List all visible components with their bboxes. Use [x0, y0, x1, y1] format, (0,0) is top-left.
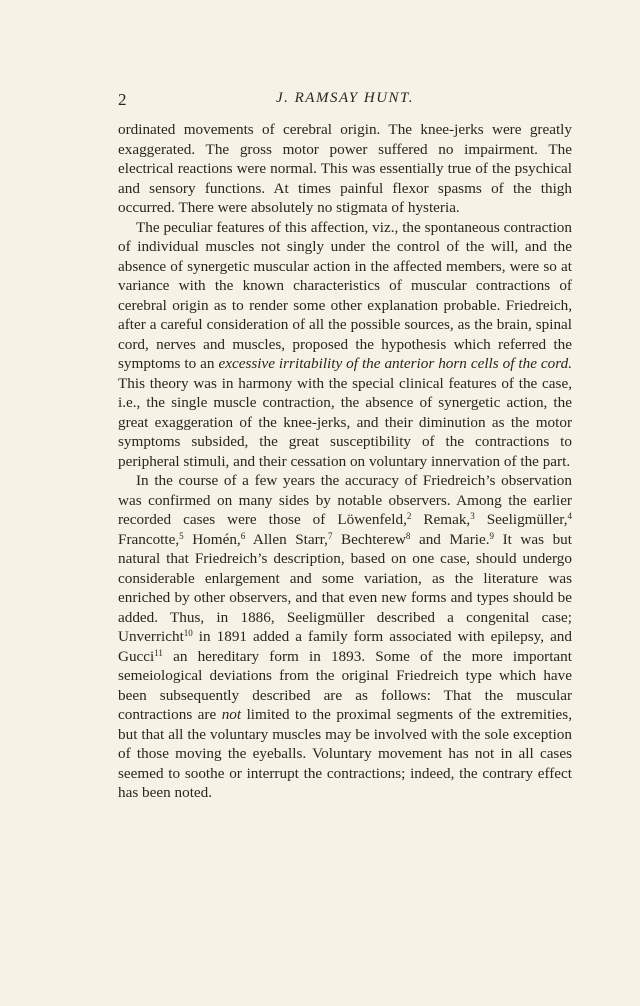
- paragraph-2-emphasis: excessive irritability of the anterior horn cells of the cord.: [218, 355, 572, 372]
- paragraph-2-text-a: The peculiar features of this affection, viz., the spontaneous contraction of individual muscles not singly under the control of the will, and the absence of synergetic muscular action in the affected members, were so at variance with the known characteristics of muscular contractions of cerebral origin as to render some other explanation probable. Friedreich, after a careful consideration of all the possible sources, as the brain, spinal cord, nerves and muscles, proposed the hypothesis which referred the symptoms to an: [118, 218, 572, 372]
- paragraph-3-text-e: Homén,: [183, 530, 241, 548]
- footnote-ref-4: 4: [567, 511, 572, 521]
- paragraph-3-text-k: an hereditary form in 1893. Some of the more important semeiological deviations from the original Friedreich type which have been subsequently described are as follows: That the muscular contractions are: [118, 647, 572, 723]
- paragraph-3-emphasis: not: [221, 706, 242, 723]
- footnote-ref-5: 5: [179, 530, 184, 541]
- paragraph-2-text-b: This theory was in harmony with the special clinical features of the case, i.e., the single muscle contraction, the absence of synergetic action, the great exaggeration of the knee-jerks, and their diminution as the motor symptoms subsided, the great susceptibility of the contractions to peripheral stimuli, and their cessation on voluntary innervation of the part.: [118, 374, 572, 470]
- footnote-ref-7: 7: [327, 530, 333, 541]
- footnote-ref-11: 11: [154, 647, 163, 658]
- footnote-ref-10: 10: [183, 628, 193, 638]
- paragraph-3-text-a: In the course of a few years the accuracy of Friedreich’s observation was confirmed on many sides by notable observers. Among the earlier recorded cases were those of Löwenfeld,: [118, 472, 572, 528]
- paragraph-3-text-j: in 1891 added a family form associated with epilepsy, and Gucci: [118, 628, 572, 665]
- paragraph-3: [118, 471, 572, 803]
- footnote-ref-3: 3: [470, 511, 475, 521]
- paragraph-3-text-c: Seeligmüller,: [474, 511, 568, 528]
- paragraph-3-text-f: Allen Starr,: [245, 530, 328, 548]
- footnote-ref-6: 6: [240, 530, 246, 541]
- page-number: 2: [118, 90, 127, 109]
- paragraph-2: [118, 218, 572, 472]
- footnote-ref-9: 9: [489, 530, 495, 541]
- body-text: [118, 120, 572, 803]
- paragraph-3-text-d: Francotte,: [118, 530, 180, 548]
- paragraph-3-text-l: limited to the proximal segments of the extremities, but that all the voluntary muscles may be involved with the sole exception of those moving the eyeballs. Voluntary movement has not in all cases seemed to soothe or interrupt the contractions; indeed, the contrary effect has been noted.: [118, 706, 572, 801]
- paragraph-3-text-g: Bechterew: [332, 530, 406, 548]
- footnote-ref-2: 2: [406, 511, 412, 521]
- paragraph-3-text-b: Remak,: [411, 511, 471, 528]
- page-header: [118, 90, 572, 116]
- paragraph-1: ordinated movements of cerebral origin. The knee-jerks were greatly exaggerated. The gross motor power suffered no impairment. The electrical reactions were normal. This was essentially true of the psychical and sensory functions. At times painful flexor spasms of the thigh occurred. There were absolutely no stigmata of hysteria.: [118, 121, 572, 216]
- paragraph-3-text-i: It was but natural that Friedreich’s description, based on one case, should undergo considerable enlargement and some variation, as the literature was enriched by other observers, and that even new forms and types should be added. Thus, in 1886, Seeligmüller described a congenital case; Unverricht: [118, 530, 572, 645]
- paragraph-3-text-h: and Marie.: [410, 530, 490, 548]
- footnote-ref-8: 8: [405, 530, 411, 541]
- running-head: J. RAMSAY HUNT.: [275, 90, 415, 106]
